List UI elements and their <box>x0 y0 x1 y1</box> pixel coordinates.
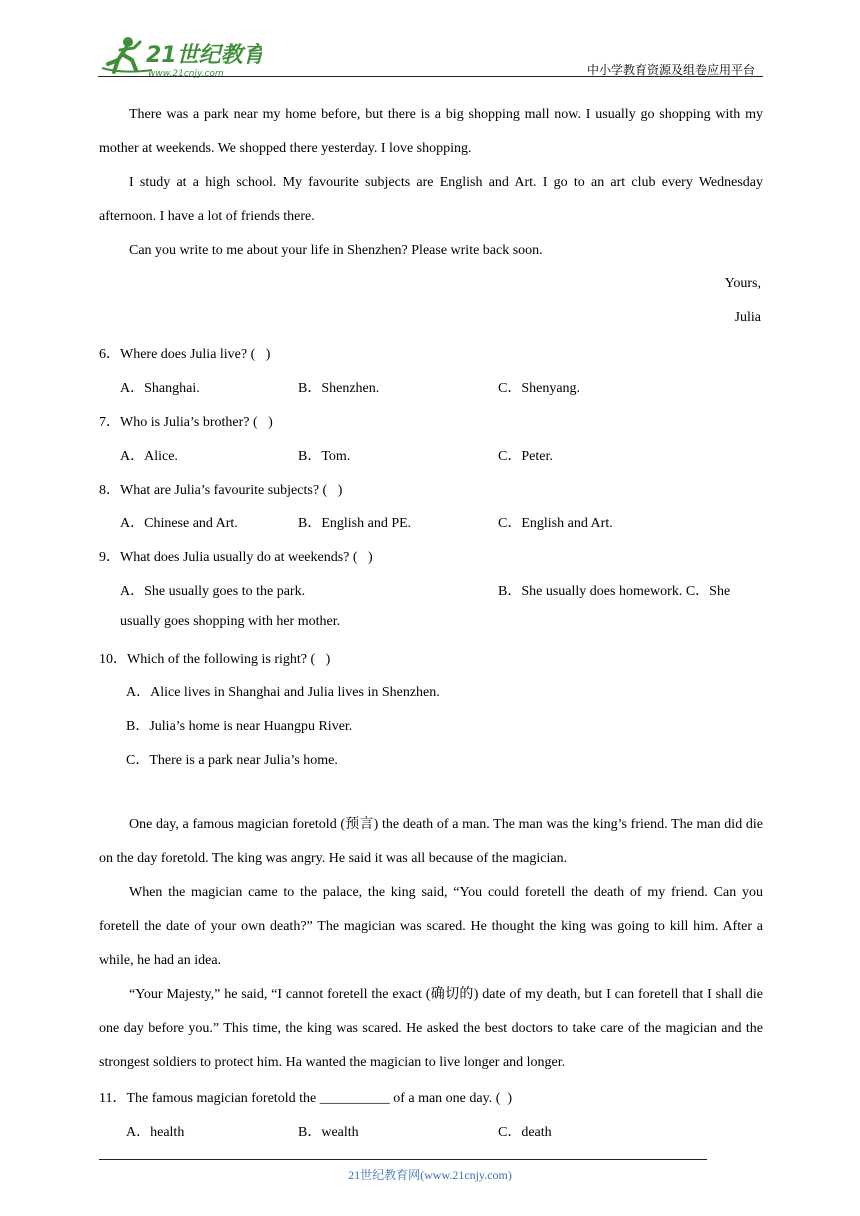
story-paragraph-3: “Your Majesty,” he said, “I cannot foretell the exact (确切的) date of my death, but I can foretell that I shall die one day before you.” This time, the king was scared. He asked the best doctors to take care of the magician and the strongest soldiers to protect him. Ha wanted the magician to live longer and longer. <box>99 987 763 1070</box>
story-paragraph-1: One day, a famous magician foretold (预言) the death of a man. The man was the king’s friend. The man did die on the day foretold. The king was angry. He said it was all because of the magician. <box>99 817 763 866</box>
letter-closing: Yours, <box>724 276 761 291</box>
question-9-option-c-continued: usually goes shopping with her mother. <box>120 614 341 629</box>
letter-paragraph-3: Can you write to me about your life in Shenzhen? Please write back soon. <box>129 243 543 258</box>
question-10-option-b: B．Julia’s home is near Huangpu River. <box>126 719 353 734</box>
site-logo <box>92 34 262 80</box>
letter-body <box>99 98 763 268</box>
question-8-option-a: A．Chinese and Art. <box>120 516 238 531</box>
footer-divider <box>99 1159 707 1160</box>
question-6: 6．Where does Julia live? ( ) <box>99 347 271 362</box>
question-7-option-c: C．Peter. <box>498 449 553 464</box>
letter-paragraph-1: There was a park near my home before, but there is a big shopping mall now. I usually go shopping with my mother at weekends. We shopped there yesterday. I love shopping. <box>99 107 763 156</box>
question-6-option-a: A．Shanghai. <box>120 381 200 396</box>
question-6-option-c: C．Shenyang. <box>498 381 581 396</box>
question-7: 7．Who is Julia’s brother? ( ) <box>99 415 273 430</box>
footer-link[interactable]: 21世纪教育网(www.21cnjy.com) <box>348 1168 512 1182</box>
story-paragraph-2: When the magician came to the palace, the king said, “You could foretell the death of my friend. Can you foretell the date of your own death?” The magician was scared. He thought the king was going to kill him. After a while, he had an idea. <box>99 885 763 968</box>
letter-signature: Julia <box>734 310 761 325</box>
question-11-option-b: B．wealth <box>298 1125 359 1140</box>
question-11-option-a: A．health <box>126 1125 185 1140</box>
question-8-option-c: C．English and Art. <box>498 516 613 531</box>
question-10-option-a: A．Alice lives in Shanghai and Julia lives in Shenzhen. <box>126 685 440 700</box>
logo-sub-text: www.21cnjy.com <box>148 69 224 79</box>
question-6-option-b: B．Shenzhen. <box>298 381 380 396</box>
question-11: 11．The famous magician foretold the __________ of a man one day. ( ) <box>99 1091 513 1106</box>
question-10: 10．Which of the following is right? ( ) <box>99 652 331 667</box>
question-11-option-c: C．death <box>498 1125 552 1140</box>
question-9: 9．What does Julia usually do at weekends? ( ) <box>99 550 373 565</box>
question-10-option-c: C．There is a park near Julia’s home. <box>126 753 338 768</box>
question-7-option-b: B．Tom. <box>298 449 351 464</box>
header-divider <box>98 76 763 77</box>
letter-paragraph-2: I study at a high school. My favourite subjects are English and Art. I go to an art club every Wednesday afternoon. I have a lot of friends there. <box>99 175 763 224</box>
question-9-option-a: A．She usually goes to the park. <box>120 584 306 599</box>
header-platform-text: 中小学教育资源及组卷应用平台 <box>586 63 755 77</box>
runner-logo-icon <box>92 34 262 80</box>
question-9-option-bc: B．She usually does homework. C．She <box>498 584 731 599</box>
question-8-option-b: B．English and PE. <box>298 516 412 531</box>
question-8: 8．What are Julia’s favourite subjects? ( ) <box>99 483 343 498</box>
story-body <box>99 808 763 1080</box>
question-7-option-a: A．Alice. <box>120 449 178 464</box>
logo-main-text: 21世纪教育 <box>146 43 262 68</box>
